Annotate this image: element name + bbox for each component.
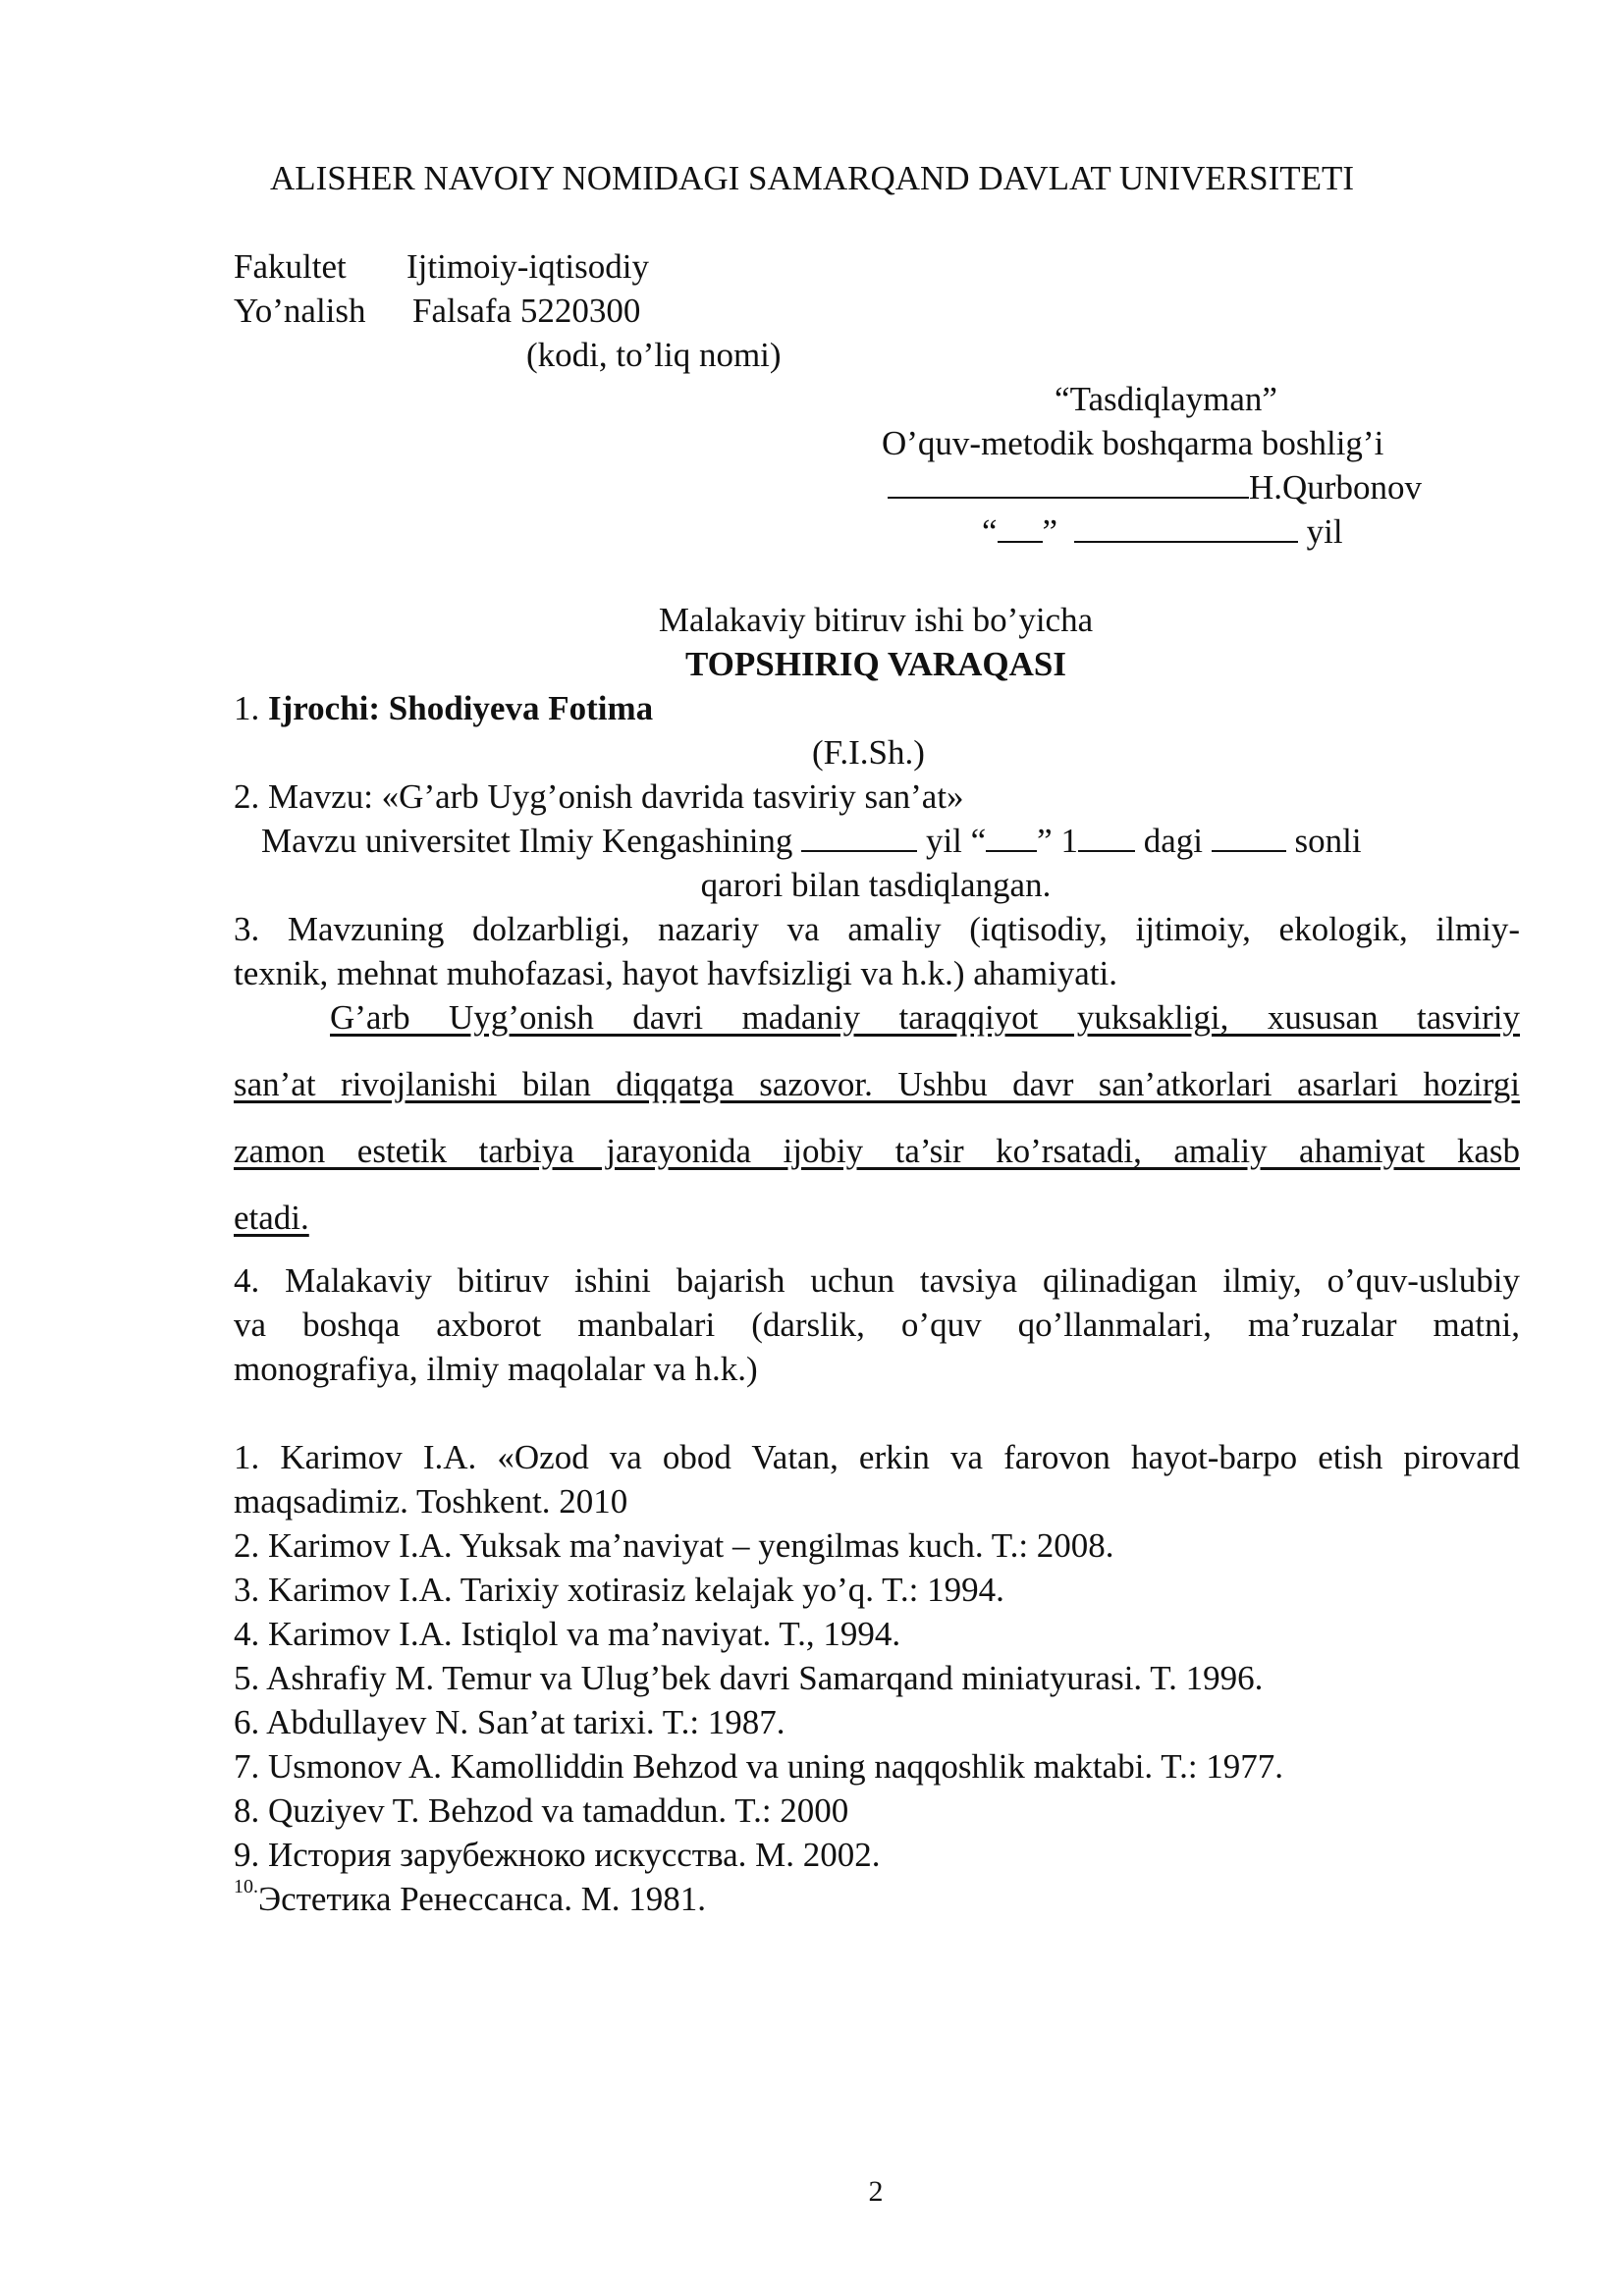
item2-council-line2: qarori bilan tasdiqlangan. [700, 866, 1052, 904]
item4-line2: va boshqa axborot manbalari (darslik, o’quv qo’llanmalari, ma’ruzalar matni, [234, 1306, 1520, 1344]
reference-item: 4. Karimov I.A. Istiqlol va ma’naviyat. T., 1994. [234, 1615, 901, 1653]
approval-title: “Tasdiqlayman” [1055, 380, 1277, 418]
heading-line2: TOPSHIRIQ VARAQASI [684, 645, 1067, 683]
faculty-value: Ijtimoiy-iqtisodiy [406, 247, 649, 286]
item4-line3: monografiya, ilmiy maqolalar va h.k.) [234, 1350, 758, 1388]
item3-body-line1: G’arb Uyg’onish davri madaniy taraqqiyot yuksakligi, xususan tasviriy [330, 998, 1520, 1037]
reference-item: 8. Quziyev T. Behzod va tamaddun. T.: 2000 [234, 1791, 849, 1830]
item2-council-line [261, 819, 1362, 863]
council-sonli: sonli [1294, 822, 1362, 860]
day-blank [998, 540, 1043, 543]
approval-position: O’quv-metodik boshqarma boshlig’i [882, 424, 1384, 462]
university-title: ALISHER NAVOIY NOMIDAGI SAMARQAND DAVLAT UNIVERSITETI [269, 159, 1355, 197]
item1-note: (F.I.Sh.) [812, 733, 925, 772]
executor-name: Ijrochi: Shodiyeva Fotima [268, 689, 654, 727]
reference-item: 6. Abdullayev N. San’at tarixi. T.: 1987. [234, 1703, 785, 1741]
reference-item: 9. История зарубежноко искусства. М. 2002. [234, 1836, 881, 1874]
approval-signature-line [888, 465, 1422, 509]
item2-topic: 2. Mavzu: «G’arb Uyg’onish davrida tasviriy san’at» [234, 777, 964, 816]
item4-line1: 4. Malakaviy bitiruv ishini bajarish uchun tavsiya qilinadigan ilmiy, o’quv-uslubiy [234, 1261, 1520, 1300]
reference-item: 7. Usmonov A. Kamolliddin Behzod va uning naqqoshlik maktabi. T.: 1977. [234, 1747, 1284, 1786]
faculty-label: Fakultet [234, 247, 347, 286]
item3-body-line2: san’at rivojlanishi bilan diqqatga sazovor. Ushbu davr san’atkorlari asarlari hozirgi [234, 1065, 1520, 1103]
month-blank [1074, 540, 1298, 543]
item3-body-line4: etadi. [234, 1199, 309, 1237]
item3-body-line3: zamon estetik tarbiya jarayonida ijobiy ta’sir ko’rsatadi, amaliy ahamiyat kasb [234, 1132, 1520, 1170]
item1-number: 1. [234, 689, 260, 727]
approval-date-line [982, 509, 1343, 554]
direction-value: Falsafa 5220300 [412, 292, 641, 330]
approver-name: H.Qurbonov [1249, 468, 1422, 507]
direction-note: (kodi, to’liq nomi) [526, 336, 782, 374]
signature-blank [888, 496, 1249, 499]
reference-list [234, 1435, 1520, 1921]
reference-item: 2. Karimov I.A. Yuksak ma’naviyat – yengilmas kuch. T.: 2008. [234, 1526, 1114, 1565]
quote-open: “ [982, 512, 998, 551]
direction-label: Yo’nalish [234, 292, 366, 330]
council-month-prefix: ” 1 [1037, 822, 1078, 860]
item3-line2: texnik, mehnat muhofazasi, hayot havfsizligi va h.k.) ahamiyati. [234, 954, 1118, 992]
reference-item: 3. Karimov I.A. Tarixiy xotirasiz kelajak yo’q. T.: 1994. [234, 1571, 1004, 1609]
council-number-blank [1212, 849, 1286, 852]
council-text: Mavzu universitet Ilmiy Kengashining [261, 822, 793, 860]
council-day-blank [986, 849, 1037, 852]
year-word: yil [1306, 512, 1343, 551]
reference-item: 1. Karimov I.A. «Ozod va obod Vatan, erkin va farovon hayot-barpo etish pirovard maqsadimiz. Toshkent. 2010 [234, 1438, 1520, 1521]
quote-close: ” [1042, 512, 1058, 551]
heading-line1: Malakaviy bitiruv ishi bo’yicha [658, 601, 1094, 639]
item1-executor [234, 686, 653, 730]
item3-line1: 3. Mavzuning dolzarbligi, nazariy va amaliy (iqtisodiy, ijtimoiy, ekologik, ilmiy- [234, 910, 1520, 948]
reference-last-index: 10. [234, 1876, 258, 1897]
council-year-blank [801, 849, 917, 852]
reference-last-text: Эстетика Ренессанса. М. 1981. [258, 1880, 707, 1918]
reference-item-last [234, 1877, 1520, 1921]
council-year-word: yil “ [925, 822, 987, 860]
page-number: 2 [868, 2175, 884, 2208]
council-dagi: dagi [1143, 822, 1203, 860]
reference-item: 5. Ashrafiy M. Temur va Ulug’bek davri Samarqand miniatyurasi. T. 1996. [234, 1659, 1264, 1697]
council-month-blank [1078, 849, 1135, 852]
